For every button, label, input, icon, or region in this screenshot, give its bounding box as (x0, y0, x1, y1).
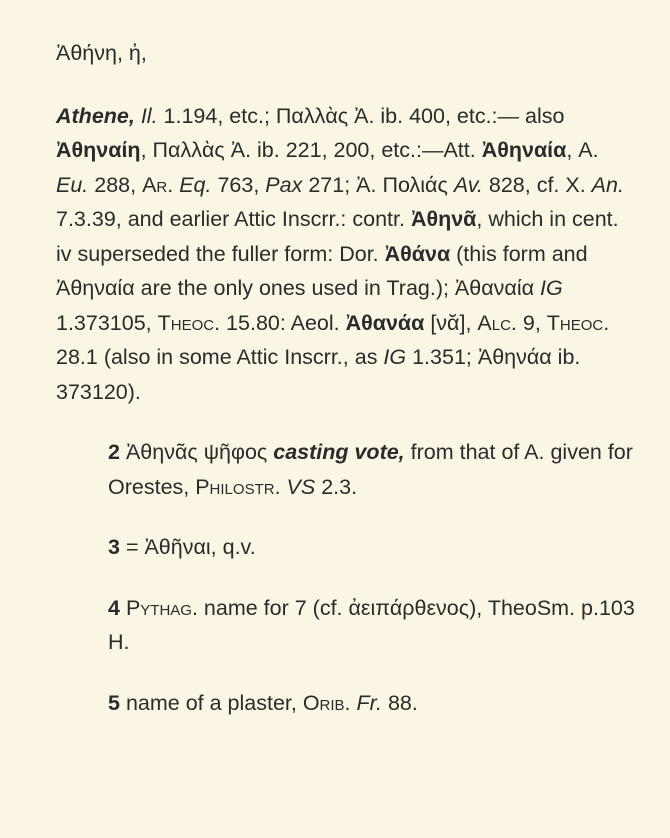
citation-ig: IG (540, 276, 563, 300)
citation-av: Av. (453, 172, 483, 197)
sense-text: name of a plaster, (119, 690, 303, 715)
gloss-casting-vote: casting vote, (273, 440, 405, 464)
definition-text: 7.3.39, and earlier Attic Inscrr.: contr. (56, 207, 411, 231)
sense-3 (108, 530, 636, 565)
form-athana-doric: Ἀθάνα (384, 241, 451, 266)
citation-ig: IG (383, 345, 407, 369)
definition-text: , which in cent. iv superseded the fuller form: Dor. (56, 207, 619, 266)
author-orib: Orib. (302, 690, 351, 715)
entry-headword: Ἀθήνη, ἡ, (56, 41, 147, 65)
definition-text: 828, cf. X. (482, 172, 592, 197)
citation-eq: Eq. (179, 172, 212, 197)
gloss-athene: Athene, (56, 103, 135, 128)
definition-text: (this form and Ἀθηναία are the only ones used in Trag.); Ἀθαναία (56, 241, 588, 300)
author-theoc: Theoc. (157, 310, 221, 335)
form-athanaa-aeolic: Ἀθανάα (345, 310, 425, 335)
definition-text: 1.351; Ἀθηνάα ib. 373120). (56, 345, 581, 404)
author-philostr: Philostr. (195, 474, 281, 499)
sense-text: 2.3. (315, 474, 358, 499)
entry-main-definition (56, 99, 636, 410)
citation-fr: Fr. (356, 690, 382, 715)
definition-text: 763, (211, 172, 266, 197)
sense-number: 5 (108, 690, 120, 715)
definition-text: 9, (516, 310, 547, 335)
author-pythag: Pythag. (125, 595, 198, 620)
sense-number: 4 (108, 595, 120, 620)
author-theoc: Theoc. (546, 310, 610, 335)
author-ar: Ar. (142, 172, 174, 197)
definition-text: 288, (88, 172, 143, 197)
definition-text: 28.1 (also in some Attic Inscrr., as (56, 345, 384, 369)
form-athena-contracted: Ἀθηνᾶ (410, 207, 477, 231)
definition-text: , Παλλὰς Ἀ. ib. 221, 200, etc.:—Att. (140, 138, 482, 162)
definition-text: 271; Ἀ. Πολιάς (302, 172, 454, 197)
citation-eu: Eu. (56, 172, 89, 197)
definition-text: 1.373105, (56, 310, 158, 335)
dictionary-entry (56, 36, 636, 746)
definition-text: 1.194, etc.; Παλλὰς Ἀ. ib. 400, etc.:— also (157, 103, 565, 128)
sense-text: = Ἀθῆναι, q.v. (119, 535, 256, 559)
form-athenaie: Ἀθηναίη (56, 138, 141, 162)
sense-4 (108, 591, 636, 660)
sense-text: from that of A. given for Orestes, (108, 440, 633, 499)
citation-pax: Pax (265, 172, 303, 197)
sense-number: 3 (108, 535, 120, 559)
sense-text: Ἀθηνᾶς ψῆφος (119, 440, 274, 464)
author-alc: Alc. (477, 310, 517, 335)
sense-2 (108, 435, 636, 504)
citation-vs: VS (286, 474, 316, 499)
sense-text: name for 7 (cf. ἀειπάρθενος), TheoSm. p.103 H. (108, 595, 635, 654)
sense-text: 88. (381, 690, 418, 715)
sense-5 (108, 686, 636, 721)
citation-an: An. (591, 172, 624, 197)
definition-text: , A. (566, 138, 599, 162)
citation-il: Il. (140, 103, 158, 128)
definition-text: [νᾰ], (424, 310, 478, 335)
definition-text: 15.80: Aeol. (220, 310, 346, 335)
form-athenaia: Ἀθηναία (481, 138, 567, 162)
sense-number: 2 (108, 440, 120, 464)
